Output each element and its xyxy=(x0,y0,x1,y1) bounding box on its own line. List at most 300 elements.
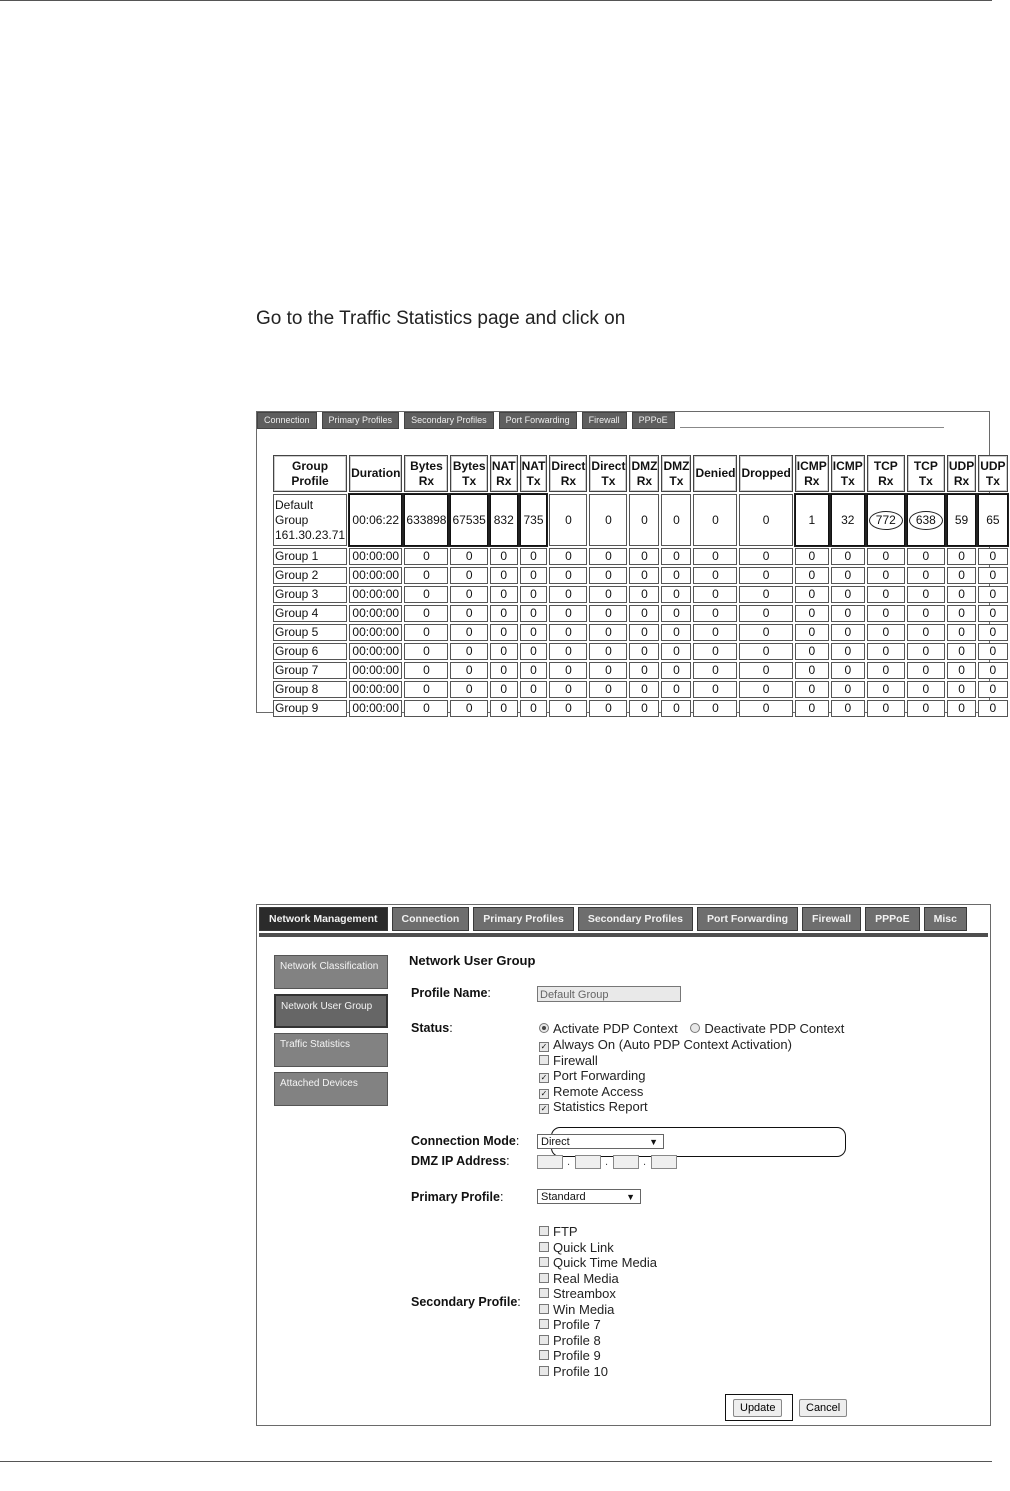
tab-network-management[interactable]: Network Management xyxy=(259,907,388,931)
secondary-profile-option xyxy=(539,1240,614,1255)
col-dropped: Dropped xyxy=(739,455,792,492)
cell: 832 xyxy=(490,494,518,546)
tab-secondary-profiles[interactable]: Secondary Profiles xyxy=(578,907,693,931)
cell: 0 xyxy=(549,643,587,660)
col-denied: Denied xyxy=(693,455,737,492)
cell: 0 xyxy=(947,700,976,717)
tab-pppoe[interactable]: PPPoE xyxy=(865,907,919,931)
cancel-button[interactable]: Cancel xyxy=(799,1399,847,1417)
cell: 0 xyxy=(490,700,518,717)
cell: 0 xyxy=(978,624,1007,641)
cell: 65 xyxy=(978,494,1007,546)
tab-primary-profiles[interactable]: Primary Profiles xyxy=(322,412,400,429)
cell: 0 xyxy=(739,681,792,698)
secondary-profile-checkbox[interactable] xyxy=(539,1366,549,1376)
cell: 0 xyxy=(450,700,487,717)
cell: 0 xyxy=(947,624,976,641)
cell: 0 xyxy=(549,624,587,641)
instruction-text: Go to the Traffic Statistics page and click on xyxy=(256,308,626,329)
cell: 0 xyxy=(693,494,737,546)
cell: 0 xyxy=(739,624,792,641)
secondary-profile-checkbox[interactable] xyxy=(539,1242,549,1252)
cell: 0 xyxy=(661,605,691,622)
secondary-profile-option xyxy=(539,1286,616,1301)
table-row xyxy=(273,605,1008,622)
sidebar-item-traffic-statistics[interactable]: Traffic Statistics xyxy=(274,1033,388,1067)
col-icmp-rx: ICMP Rx xyxy=(795,455,829,492)
group-label: Group 8 xyxy=(273,681,347,698)
status-option-label: Port Forwarding xyxy=(553,1068,646,1083)
secondary-profile-label: Profile 8 xyxy=(553,1332,601,1348)
cell: 0 xyxy=(693,662,737,679)
group-label: Group 4 xyxy=(273,605,347,622)
secondary-profile-option xyxy=(539,1317,601,1332)
group-label: Group 2 xyxy=(273,567,347,584)
cell: 0 xyxy=(978,548,1007,565)
secondary-profile-option xyxy=(539,1271,619,1286)
cell: 0 xyxy=(490,567,518,584)
cell: 0 xyxy=(549,586,587,603)
connection-mode-select[interactable] xyxy=(537,1134,664,1149)
traffic-statistics-screenshot xyxy=(256,411,1006,715)
cell: 0 xyxy=(795,605,829,622)
cell: 0 xyxy=(831,662,865,679)
cell: 0 xyxy=(831,605,865,622)
ip-dot: . xyxy=(643,1156,647,1168)
cell: 0 xyxy=(589,624,627,641)
chevron-down-icon: ▼ xyxy=(649,1137,658,1147)
cell: 0 xyxy=(629,643,659,660)
ip-dot: . xyxy=(605,1156,609,1168)
connection-mode-label: Connection Mode: xyxy=(411,1134,520,1148)
cell: 0 xyxy=(795,643,829,660)
cell: 0 xyxy=(450,567,487,584)
cell: 0 xyxy=(739,662,792,679)
circled-value: 638 xyxy=(909,511,943,530)
cell: 0 xyxy=(490,662,518,679)
cell: 0 xyxy=(404,681,448,698)
cell: 0 xyxy=(404,586,448,603)
connection-mode-value: Direct xyxy=(541,1136,570,1148)
cell: 0 xyxy=(629,586,659,603)
secondary-profile-label: FTP xyxy=(553,1224,578,1239)
cell: 0 xyxy=(661,681,691,698)
cell: 0 xyxy=(589,548,627,565)
secondary-profile-label: Quick Time Media xyxy=(553,1255,658,1270)
duration-cell: 00:00:00 xyxy=(349,605,402,622)
bottom-rule xyxy=(0,1461,992,1462)
cell: 0 xyxy=(867,624,905,641)
cell: 0 xyxy=(661,548,691,565)
secondary-profile-option xyxy=(539,1255,657,1270)
secondary-profile-label: Profile 9 xyxy=(553,1348,601,1363)
update-button[interactable]: Update xyxy=(733,1399,782,1417)
col-dmz-tx: DMZ Tx xyxy=(661,455,691,492)
secondary-profile-option xyxy=(539,1364,608,1379)
status-radio-group xyxy=(539,1021,844,1036)
cell: 0 xyxy=(520,643,548,660)
cell: 0 xyxy=(549,662,587,679)
cell: 0 xyxy=(867,605,905,622)
cell: 0 xyxy=(549,548,587,565)
table-row xyxy=(273,624,1008,641)
status-checkbox[interactable]: ✓ xyxy=(540,1088,548,1098)
cell: 0 xyxy=(867,548,905,565)
cell: 0 xyxy=(589,586,627,603)
cell: 0 xyxy=(947,586,976,603)
col-duration: Duration xyxy=(349,455,402,492)
table-header-row xyxy=(273,455,1008,492)
cell: 0 xyxy=(629,494,659,546)
cell: 0 xyxy=(490,586,518,603)
status-option xyxy=(539,1084,643,1099)
cell: 633898 xyxy=(404,494,448,546)
col-udp-tx: UDP Tx xyxy=(978,455,1007,492)
cell: 0 xyxy=(693,624,737,641)
col-nat-tx: NAT Tx xyxy=(520,455,548,492)
status-option xyxy=(539,1053,598,1068)
duration-cell: 00:00:00 xyxy=(349,662,402,679)
cell: 0 xyxy=(693,700,737,717)
cell: 0 xyxy=(693,681,737,698)
dmz-ip-octet-2[interactable] xyxy=(575,1155,601,1169)
cell: 0 xyxy=(907,700,945,717)
network-user-group-screenshot xyxy=(256,904,991,1426)
cell: 0 xyxy=(978,662,1007,679)
cell: 0 xyxy=(907,567,945,584)
dmz-ip-label: DMZ IP Address: xyxy=(411,1154,510,1168)
cell: 0 xyxy=(404,605,448,622)
col-direct-tx: Direct Tx xyxy=(589,455,627,492)
cell-tcp-tx-circled xyxy=(907,494,945,546)
cell: 0 xyxy=(978,681,1007,698)
cell: 0 xyxy=(867,681,905,698)
secondary-profile-label: Win Media xyxy=(553,1301,615,1317)
col-udp-rx: UDP Rx xyxy=(947,455,976,492)
cell: 0 xyxy=(520,567,548,584)
cell: 0 xyxy=(947,662,976,679)
col-group-profile: Group Profile xyxy=(273,455,347,492)
cell: 0 xyxy=(978,605,1007,622)
top-rule xyxy=(0,0,992,1)
cell: 0 xyxy=(795,567,829,584)
duration-cell: 00:00:00 xyxy=(349,548,402,565)
secondary-profile-label: Streambox xyxy=(553,1286,616,1301)
cell: 0 xyxy=(490,681,518,698)
group-label: Group 1 xyxy=(273,548,347,565)
deactivate-pdp-radio[interactable] xyxy=(690,1023,700,1033)
cell: 0 xyxy=(629,700,659,717)
secondary-profile-checkbox[interactable] xyxy=(539,1288,549,1298)
cell: 0 xyxy=(490,643,518,660)
sidebar-item-network-classification[interactable]: Network Classification xyxy=(274,955,388,989)
sidebar-item-network-user-group[interactable]: Network User Group xyxy=(274,994,388,1028)
cell: 0 xyxy=(404,643,448,660)
col-direct-rx: Direct Rx xyxy=(549,455,587,492)
duration-cell: 00:00:00 xyxy=(349,624,402,641)
cell: 0 xyxy=(795,681,829,698)
status-option-label: Firewall xyxy=(553,1052,598,1068)
secondary-profile-checkbox[interactable] xyxy=(539,1304,549,1314)
table-row xyxy=(273,567,1008,584)
cell: 0 xyxy=(739,548,792,565)
cell: 0 xyxy=(867,700,905,717)
cell: 0 xyxy=(693,643,737,660)
main-tab-bar xyxy=(259,907,988,937)
tab-firewall[interactable]: Firewall xyxy=(582,412,627,429)
secondary-profile-checkbox[interactable] xyxy=(539,1335,549,1345)
cell: 0 xyxy=(404,548,448,565)
cell: 0 xyxy=(907,586,945,603)
cell: 0 xyxy=(693,567,737,584)
cell: 0 xyxy=(907,681,945,698)
cell: 0 xyxy=(661,700,691,717)
tab-connection[interactable]: Connection xyxy=(392,907,470,931)
cell: 735 xyxy=(520,494,548,546)
cell: 0 xyxy=(490,624,518,641)
cell: 0 xyxy=(693,548,737,565)
status-option-label: Statistics Report xyxy=(553,1099,648,1114)
cell: 0 xyxy=(831,586,865,603)
cell: 0 xyxy=(629,605,659,622)
cell: 0 xyxy=(978,586,1007,603)
cell: 0 xyxy=(549,494,587,546)
cell: 0 xyxy=(661,567,691,584)
cell: 0 xyxy=(831,681,865,698)
status-option-label: Remote Access xyxy=(553,1083,644,1099)
cell: 0 xyxy=(739,605,792,622)
cell: 0 xyxy=(978,700,1007,717)
cell: 0 xyxy=(404,662,448,679)
cell: 0 xyxy=(739,567,792,584)
cell: 0 xyxy=(831,700,865,717)
cell: 0 xyxy=(739,700,792,717)
col-bytes-tx: Bytes Tx xyxy=(450,455,487,492)
status-checkbox[interactable] xyxy=(539,1055,549,1065)
table-row xyxy=(273,548,1008,565)
cell: 0 xyxy=(831,624,865,641)
status-option xyxy=(539,1068,645,1083)
cell: 0 xyxy=(693,586,737,603)
secondary-profile-checkbox[interactable] xyxy=(539,1226,549,1236)
tab-port-forwarding[interactable]: Port Forwarding xyxy=(499,412,577,429)
duration-cell: 00:00:00 xyxy=(349,586,402,603)
cell: 0 xyxy=(549,681,587,698)
secondary-profile-label: Profile 7 xyxy=(553,1317,601,1332)
default-group-label: Default Group 161.30.23.71 xyxy=(273,494,347,546)
cell: 59 xyxy=(947,494,976,546)
cell: 0 xyxy=(831,567,865,584)
cell: 0 xyxy=(450,586,487,603)
side-navigation xyxy=(274,955,388,1111)
secondary-profile-option xyxy=(539,1333,601,1348)
cell: 0 xyxy=(831,643,865,660)
duration-cell: 00:00:00 xyxy=(349,567,402,584)
status-checkbox[interactable]: ✓ xyxy=(540,1042,548,1051)
cell: 0 xyxy=(520,605,548,622)
tab-firewall[interactable]: Firewall xyxy=(802,907,861,931)
cell: 0 xyxy=(795,662,829,679)
cell: 0 xyxy=(795,700,829,717)
group-label: Group 3 xyxy=(273,586,347,603)
cell: 0 xyxy=(907,548,945,565)
cell: 0 xyxy=(739,586,792,603)
table-row-default-group xyxy=(273,494,1008,546)
cell: 0 xyxy=(978,643,1007,660)
cell: 0 xyxy=(404,624,448,641)
dmz-ip-octet-3[interactable] xyxy=(613,1155,639,1169)
secondary-profile-label: Profile 10 xyxy=(553,1363,608,1379)
cell: 0 xyxy=(867,586,905,603)
cell: 0 xyxy=(450,548,487,565)
primary-profile-select[interactable] xyxy=(537,1189,641,1204)
sidebar-item-attached-devices[interactable]: Attached Devices xyxy=(274,1072,388,1106)
tab-port-forwarding[interactable]: Port Forwarding xyxy=(697,907,798,931)
cell: 0 xyxy=(450,643,487,660)
cell: 67535 xyxy=(450,494,487,546)
group-label: Group 7 xyxy=(273,662,347,679)
status-checkbox[interactable]: ✓ xyxy=(540,1073,548,1082)
cell: 0 xyxy=(629,662,659,679)
cell: 0 xyxy=(589,662,627,679)
cell: 0 xyxy=(907,643,945,660)
secondary-profile-label: Quick Link xyxy=(553,1239,614,1255)
status-option-label: Always On (Auto PDP Context Activation) xyxy=(553,1037,792,1052)
group-label: Group 5 xyxy=(273,624,347,641)
cell: 0 xyxy=(907,662,945,679)
cell: 0 xyxy=(520,586,548,603)
cell: 0 xyxy=(831,548,865,565)
traffic-statistics-table xyxy=(271,453,1010,719)
table-row xyxy=(273,662,1008,679)
cell: 0 xyxy=(450,681,487,698)
chevron-down-icon: ▼ xyxy=(626,1192,635,1202)
cell: 0 xyxy=(947,681,976,698)
circled-value: 772 xyxy=(869,511,903,530)
secondary-profile-option xyxy=(539,1302,614,1317)
cell: 0 xyxy=(450,605,487,622)
table-row xyxy=(273,586,1008,603)
cell: 0 xyxy=(520,624,548,641)
duration-cell: 00:00:00 xyxy=(349,681,402,698)
cell: 0 xyxy=(629,548,659,565)
col-dmz-rx: DMZ Rx xyxy=(629,455,659,492)
group-label: Group 6 xyxy=(273,643,347,660)
cell: 0 xyxy=(549,567,587,584)
table-row xyxy=(273,643,1008,660)
cell: 00:06:22 xyxy=(349,494,402,546)
primary-profile-value: Standard xyxy=(541,1191,586,1203)
cell: 0 xyxy=(520,700,548,717)
cell: 0 xyxy=(867,567,905,584)
secondary-profile-label: Secondary Profile: xyxy=(411,1295,521,1309)
col-tcp-rx: TCP Rx xyxy=(867,455,905,492)
cell: 0 xyxy=(490,548,518,565)
status-checkbox[interactable]: ✓ xyxy=(540,1104,548,1113)
ip-dot: . xyxy=(567,1156,571,1168)
cell: 0 xyxy=(907,605,945,622)
secondary-profile-label: Real Media xyxy=(553,1270,619,1286)
cell: 0 xyxy=(661,586,691,603)
dmz-ip-octet-4[interactable] xyxy=(651,1155,677,1169)
cell: 0 xyxy=(450,624,487,641)
activate-pdp-label: Activate PDP Context xyxy=(553,1021,678,1036)
group-label: Group 9 xyxy=(273,700,347,717)
profile-name-input[interactable]: Default Group xyxy=(537,986,681,1002)
cell: 0 xyxy=(693,605,737,622)
status-option xyxy=(539,1099,648,1114)
cell: 0 xyxy=(589,494,627,546)
tab-secondary-profiles[interactable]: Secondary Profiles xyxy=(404,412,494,429)
cell: 0 xyxy=(947,567,976,584)
cell: 0 xyxy=(629,681,659,698)
cell: 0 xyxy=(947,605,976,622)
cell: 0 xyxy=(520,548,548,565)
secondary-profile-checkbox[interactable] xyxy=(539,1257,549,1267)
deactivate-pdp-label: Deactivate PDP Context xyxy=(704,1021,845,1036)
cell: 0 xyxy=(978,567,1007,584)
status-label: Status: xyxy=(411,1021,453,1035)
duration-cell: 00:00:00 xyxy=(349,700,402,717)
secondary-profile-option xyxy=(539,1224,578,1239)
cell: 0 xyxy=(589,567,627,584)
cell: 32 xyxy=(831,494,865,546)
col-nat-rx: NAT Rx xyxy=(490,455,518,492)
cell: 0 xyxy=(739,643,792,660)
cell: 0 xyxy=(795,548,829,565)
cell: 1 xyxy=(795,494,829,546)
secondary-profile-checkbox[interactable] xyxy=(539,1350,549,1360)
profile-name-label: Profile Name: xyxy=(411,986,491,1000)
secondary-profile-checkbox[interactable] xyxy=(539,1273,549,1283)
cell: 0 xyxy=(661,494,691,546)
cell: 0 xyxy=(739,494,792,546)
primary-profile-label: Primary Profile: xyxy=(411,1190,504,1204)
cell: 0 xyxy=(549,605,587,622)
cell: 0 xyxy=(549,700,587,717)
traffic-tab-bar xyxy=(257,412,944,429)
table-row xyxy=(273,700,1008,717)
cell: 0 xyxy=(629,567,659,584)
cell: 0 xyxy=(661,643,691,660)
cell: 0 xyxy=(867,662,905,679)
cell: 0 xyxy=(629,624,659,641)
cell: 0 xyxy=(520,681,548,698)
cell: 0 xyxy=(404,567,448,584)
cell: 0 xyxy=(589,681,627,698)
cell: 0 xyxy=(589,643,627,660)
col-tcp-tx: TCP Tx xyxy=(907,455,945,492)
secondary-profile-checkbox[interactable] xyxy=(539,1319,549,1329)
cell: 0 xyxy=(947,643,976,660)
tab-pppoe[interactable]: PPPoE xyxy=(632,412,675,429)
cell: 0 xyxy=(589,605,627,622)
col-bytes-rx: Bytes Rx xyxy=(404,455,448,492)
tab-connection[interactable]: Connection xyxy=(257,412,317,429)
tab-misc[interactable]: Misc xyxy=(924,907,967,931)
cell: 0 xyxy=(404,700,448,717)
cell: 0 xyxy=(907,624,945,641)
tab-bar-line xyxy=(680,427,944,428)
col-icmp-tx: ICMP Tx xyxy=(831,455,865,492)
cell-tcp-rx-circled xyxy=(867,494,905,546)
dmz-ip-octet-1[interactable] xyxy=(537,1155,563,1169)
activate-pdp-radio[interactable] xyxy=(539,1023,549,1033)
cell: 0 xyxy=(661,662,691,679)
status-option xyxy=(539,1037,792,1052)
secondary-profile-option xyxy=(539,1348,601,1363)
tab-primary-profiles[interactable]: Primary Profiles xyxy=(473,907,574,931)
